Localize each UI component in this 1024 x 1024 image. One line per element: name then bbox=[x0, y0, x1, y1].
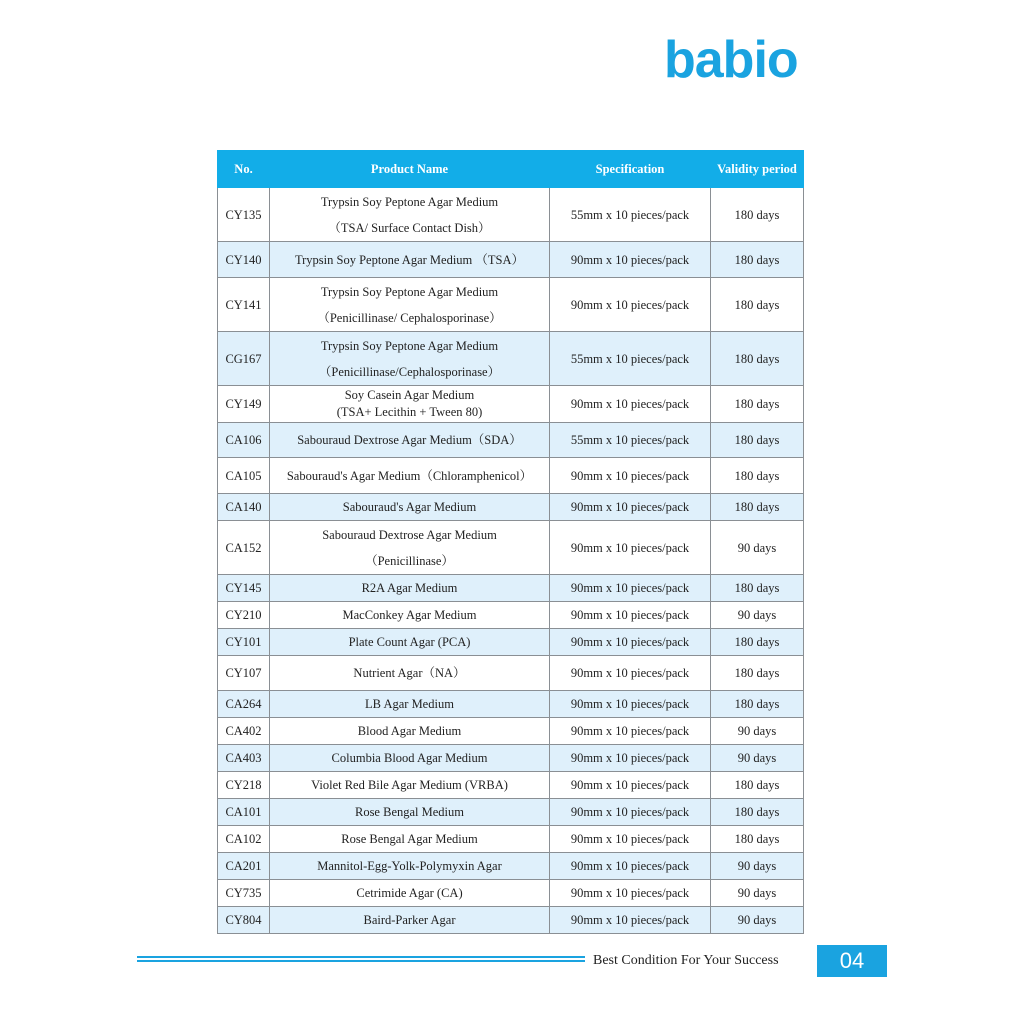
product-name-line1: Sabouraud Dextrose Agar Medium（SDA） bbox=[297, 433, 522, 447]
cell-product-name bbox=[270, 745, 550, 772]
product-name-line1: Trypsin Soy Peptone Agar Medium bbox=[320, 284, 499, 299]
cell-specification: 90mm x 10 pieces/pack bbox=[550, 602, 711, 629]
table-row bbox=[218, 242, 804, 278]
cell-validity: 90 days bbox=[711, 907, 804, 934]
cell-validity: 180 days bbox=[711, 656, 804, 691]
cell-specification: 90mm x 10 pieces/pack bbox=[550, 772, 711, 799]
cell-product-name bbox=[270, 826, 550, 853]
cell-product-no: CY210 bbox=[218, 602, 270, 629]
product-name-line1: Sabouraud's Agar Medium bbox=[342, 500, 477, 514]
product-name-line1: Sabouraud Dextrose Agar Medium bbox=[322, 527, 497, 542]
cell-validity: 180 days bbox=[711, 826, 804, 853]
table-row bbox=[218, 278, 804, 332]
cell-product-no: CA102 bbox=[218, 826, 270, 853]
cell-validity: 180 days bbox=[711, 423, 804, 458]
cell-validity: 90 days bbox=[711, 718, 804, 745]
cell-product-no: CA402 bbox=[218, 718, 270, 745]
product-name-line1: Plate Count Agar (PCA) bbox=[348, 635, 471, 649]
cell-product-no: CY140 bbox=[218, 242, 270, 278]
cell-product-name bbox=[270, 853, 550, 880]
table-row bbox=[218, 332, 804, 386]
brand-logo: babio bbox=[664, 31, 798, 89]
cell-specification: 90mm x 10 pieces/pack bbox=[550, 458, 711, 494]
product-name-line2: （Penicillinase/Cephalosporinase） bbox=[318, 364, 501, 379]
cell-product-no: CY149 bbox=[218, 386, 270, 423]
cell-validity: 180 days bbox=[711, 629, 804, 656]
cell-product-no: CA403 bbox=[218, 745, 270, 772]
cell-product-no: CY218 bbox=[218, 772, 270, 799]
cell-validity: 90 days bbox=[711, 880, 804, 907]
cell-product-name bbox=[270, 423, 550, 458]
cell-product-name bbox=[270, 799, 550, 826]
cell-product-name bbox=[270, 188, 550, 242]
product-name-line2: （Penicillinase） bbox=[365, 553, 454, 568]
product-name-line1: Mannitol-Egg-Yolk-Polymyxin Agar bbox=[317, 859, 502, 873]
page-number: 04 bbox=[817, 945, 887, 977]
cell-product-name bbox=[270, 629, 550, 656]
table-row bbox=[218, 853, 804, 880]
cell-specification: 90mm x 10 pieces/pack bbox=[550, 494, 711, 521]
table-row bbox=[218, 691, 804, 718]
cell-validity: 180 days bbox=[711, 575, 804, 602]
cell-specification: 55mm x 10 pieces/pack bbox=[550, 188, 711, 242]
product-name-line1: Violet Red Bile Agar Medium (VRBA) bbox=[311, 778, 508, 792]
cell-specification: 90mm x 10 pieces/pack bbox=[550, 691, 711, 718]
cell-product-no: CY735 bbox=[218, 880, 270, 907]
product-name-line1: Trypsin Soy Peptone Agar Medium （TSA） bbox=[294, 252, 525, 267]
product-name-line2: （TSA/ Surface Contact Dish） bbox=[328, 220, 491, 235]
product-name-line1: Columbia Blood Agar Medium bbox=[331, 751, 488, 765]
cell-product-no: CY141 bbox=[218, 278, 270, 332]
cell-specification: 90mm x 10 pieces/pack bbox=[550, 826, 711, 853]
cell-product-name bbox=[270, 458, 550, 494]
header-validity-period: Validity period bbox=[711, 151, 804, 188]
product-name-line2: （Penicillinase/ Cephalosporinase） bbox=[317, 310, 502, 325]
cell-specification: 90mm x 10 pieces/pack bbox=[550, 386, 711, 423]
table-row bbox=[218, 772, 804, 799]
cell-product-no: CA201 bbox=[218, 853, 270, 880]
cell-product-name bbox=[270, 907, 550, 934]
cell-validity: 90 days bbox=[711, 853, 804, 880]
table-row bbox=[218, 799, 804, 826]
table-header-row bbox=[218, 151, 804, 188]
table-row bbox=[218, 602, 804, 629]
cell-specification: 90mm x 10 pieces/pack bbox=[550, 521, 711, 575]
cell-specification: 90mm x 10 pieces/pack bbox=[550, 799, 711, 826]
cell-validity: 180 days bbox=[711, 188, 804, 242]
product-name-line1: Baird-Parker Agar bbox=[363, 913, 456, 927]
cell-product-no: CY107 bbox=[218, 656, 270, 691]
cell-validity: 180 days bbox=[711, 458, 804, 494]
cell-product-name bbox=[270, 880, 550, 907]
cell-product-name bbox=[270, 691, 550, 718]
table-row bbox=[218, 575, 804, 602]
table-row bbox=[218, 907, 804, 934]
cell-product-no: CY145 bbox=[218, 575, 270, 602]
cell-specification: 55mm x 10 pieces/pack bbox=[550, 332, 711, 386]
cell-validity: 180 days bbox=[711, 691, 804, 718]
table-row bbox=[218, 718, 804, 745]
header-product-name: Product Name bbox=[270, 151, 550, 188]
cell-validity: 180 days bbox=[711, 386, 804, 423]
header-specification: Specification bbox=[550, 151, 711, 188]
cell-specification: 90mm x 10 pieces/pack bbox=[550, 575, 711, 602]
product-name-line1: MacConkey Agar Medium bbox=[342, 608, 477, 622]
product-name-line1: Rose Bengal Agar Medium bbox=[341, 832, 478, 846]
cell-product-name bbox=[270, 242, 550, 278]
cell-product-no: CY804 bbox=[218, 907, 270, 934]
cell-product-name bbox=[270, 575, 550, 602]
cell-product-name bbox=[270, 278, 550, 332]
product-name-line1: R2A Agar Medium bbox=[361, 581, 458, 595]
header-no: No. bbox=[218, 151, 270, 188]
table-row bbox=[218, 386, 804, 423]
cell-specification: 55mm x 10 pieces/pack bbox=[550, 423, 711, 458]
product-name-line1: Sabouraud's Agar Medium（Chloramphenicol） bbox=[286, 468, 533, 483]
footer-rule bbox=[137, 956, 585, 966]
cell-product-no: CA106 bbox=[218, 423, 270, 458]
product-name-line1: LB Agar Medium bbox=[365, 697, 454, 711]
cell-validity: 90 days bbox=[711, 521, 804, 575]
cell-specification: 90mm x 10 pieces/pack bbox=[550, 745, 711, 772]
table-row bbox=[218, 629, 804, 656]
table-row bbox=[218, 494, 804, 521]
cell-product-no: CA264 bbox=[218, 691, 270, 718]
cell-product-no: CA152 bbox=[218, 521, 270, 575]
product-table bbox=[217, 150, 804, 934]
cell-product-name bbox=[270, 656, 550, 691]
cell-specification: 90mm x 10 pieces/pack bbox=[550, 242, 711, 278]
cell-specification: 90mm x 10 pieces/pack bbox=[550, 278, 711, 332]
cell-specification: 90mm x 10 pieces/pack bbox=[550, 907, 711, 934]
cell-product-name bbox=[270, 494, 550, 521]
cell-product-name bbox=[270, 521, 550, 575]
cell-product-no: CG167 bbox=[218, 332, 270, 386]
cell-product-no: CY101 bbox=[218, 629, 270, 656]
cell-product-name bbox=[270, 772, 550, 799]
table-row bbox=[218, 656, 804, 691]
footer-tagline: Best Condition For Your Success bbox=[593, 953, 779, 968]
product-name-line1: Nutrient Agar（NA） bbox=[353, 666, 466, 680]
cell-specification: 90mm x 10 pieces/pack bbox=[550, 629, 711, 656]
product-name-line1: Blood Agar Medium bbox=[357, 724, 462, 738]
cell-product-no: CA140 bbox=[218, 494, 270, 521]
cell-specification: 90mm x 10 pieces/pack bbox=[550, 656, 711, 691]
product-name-line1: Soy Casein Agar Medium bbox=[344, 388, 475, 402]
table-row bbox=[218, 458, 804, 494]
cell-specification: 90mm x 10 pieces/pack bbox=[550, 718, 711, 745]
cell-specification: 90mm x 10 pieces/pack bbox=[550, 853, 711, 880]
cell-validity: 180 days bbox=[711, 332, 804, 386]
cell-product-no: CY135 bbox=[218, 188, 270, 242]
cell-product-name bbox=[270, 718, 550, 745]
table-row bbox=[218, 880, 804, 907]
cell-validity: 180 days bbox=[711, 494, 804, 521]
table-row bbox=[218, 826, 804, 853]
cell-product-name bbox=[270, 332, 550, 386]
product-name-line1: Trypsin Soy Peptone Agar Medium bbox=[320, 338, 499, 353]
cell-product-no: CA101 bbox=[218, 799, 270, 826]
cell-specification: 90mm x 10 pieces/pack bbox=[550, 880, 711, 907]
cell-validity: 180 days bbox=[711, 278, 804, 332]
table-row bbox=[218, 188, 804, 242]
table-row bbox=[218, 423, 804, 458]
cell-validity: 90 days bbox=[711, 602, 804, 629]
table-row bbox=[218, 521, 804, 575]
cell-product-name bbox=[270, 386, 550, 423]
cell-product-name bbox=[270, 602, 550, 629]
table-row bbox=[218, 745, 804, 772]
cell-validity: 180 days bbox=[711, 242, 804, 278]
cell-validity: 180 days bbox=[711, 772, 804, 799]
product-name-line1: Cetrimide Agar (CA) bbox=[356, 886, 463, 900]
cell-validity: 90 days bbox=[711, 745, 804, 772]
cell-validity: 180 days bbox=[711, 799, 804, 826]
product-name-line2: (TSA+ Lecithin + Tween 80) bbox=[336, 405, 483, 419]
product-name-line1: Trypsin Soy Peptone Agar Medium bbox=[320, 194, 499, 209]
product-name-line1: Rose Bengal Medium bbox=[354, 805, 464, 819]
cell-product-no: CA105 bbox=[218, 458, 270, 494]
